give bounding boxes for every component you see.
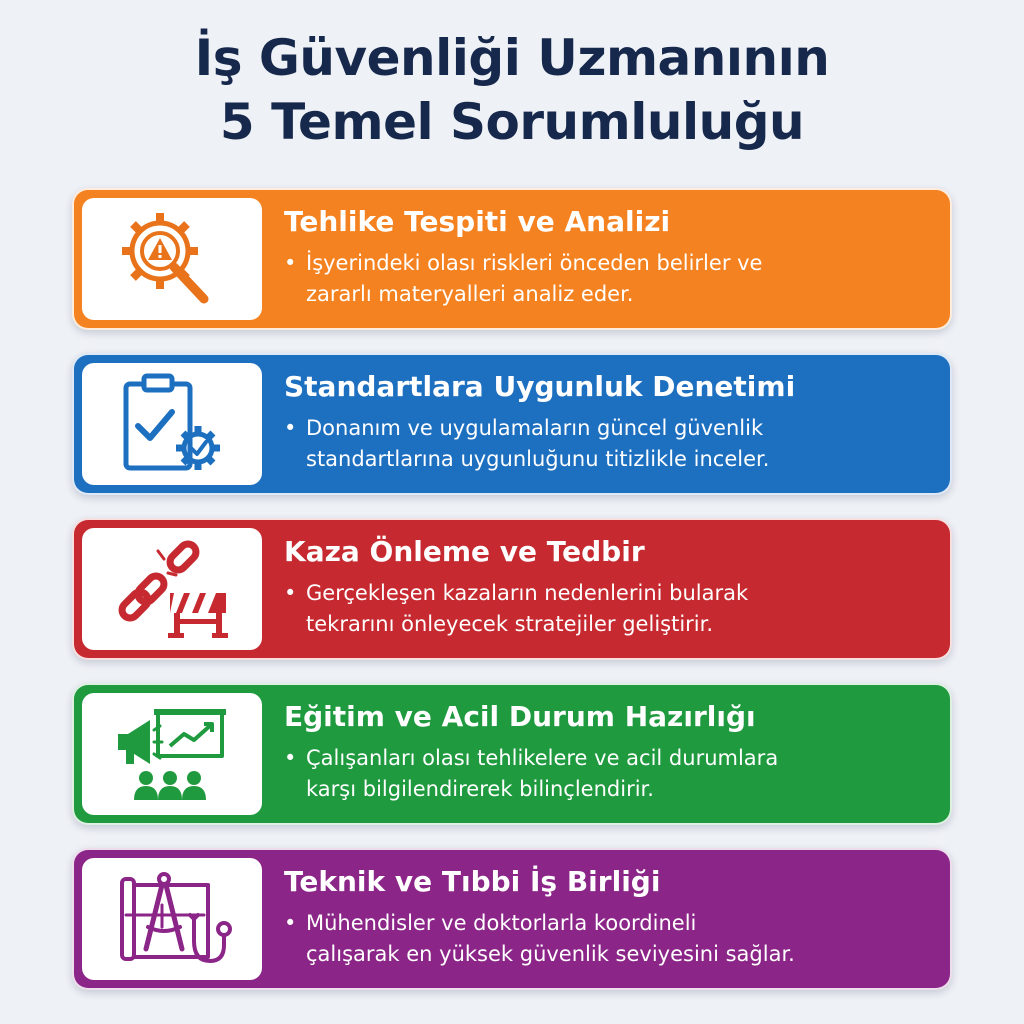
clipboard-check-gear-icon: [112, 370, 232, 478]
broken-chain-barrier-icon: [112, 535, 232, 643]
card-icon-box: [82, 693, 262, 815]
card-description-line-1: Donanım ve uygulamaların güncel güvenlik: [306, 416, 764, 440]
card-accident-prevention: [72, 518, 952, 660]
card-description: [284, 578, 944, 640]
bullet-dot: •: [284, 251, 297, 275]
card-title: Kaza Önleme ve Tedbir: [284, 535, 645, 568]
card-description-line-1: Gerçekleşen kazaların nedenlerini bularak: [306, 581, 749, 605]
card-icon-box: [82, 528, 262, 650]
card-title: Tehlike Tespiti ve Analizi: [284, 205, 671, 238]
page-title: [0, 26, 1024, 154]
bullet-dot: •: [284, 416, 297, 440]
card-technical-medical-collab: [72, 848, 952, 990]
compass-stethoscope-icon: [112, 865, 232, 973]
card-description-line-2: tekrarını önleyecek stratejiler geliştirir.: [306, 612, 714, 636]
card-title: Standartlara Uygunluk Denetimi: [284, 370, 796, 403]
card-description-line-2: standartlarına uygunluğunu titizlikle inceler.: [306, 447, 770, 471]
gear-warning-magnifier-icon: [112, 205, 232, 313]
card-icon-box: [82, 363, 262, 485]
card-title: Teknik ve Tıbbi İş Birliği: [284, 865, 661, 898]
bullet-dot: •: [284, 911, 297, 935]
card-standards-audit: [72, 353, 952, 495]
card-hazard-analysis: [72, 188, 952, 330]
card-description: [284, 248, 944, 310]
card-training-emergency: [72, 683, 952, 825]
card-description-line-2: çalışarak en yüksek güvenlik seviyesini sağlar.: [306, 942, 795, 966]
bullet-dot: •: [284, 746, 297, 770]
card-description-line-1: İşyerindeki olası riskleri önceden belirler ve: [306, 251, 763, 275]
card-icon-box: [82, 858, 262, 980]
card-title: Eğitim ve Acil Durum Hazırlığı: [284, 700, 756, 733]
card-description-line-1: Mühendisler ve doktorlarla koordineli: [306, 911, 697, 935]
card-description-line-2: zararlı materyalleri analiz eder.: [306, 282, 634, 306]
card-description: [284, 413, 944, 475]
card-description: [284, 743, 944, 805]
page-title-line-1: İş Güvenliği Uzmanının: [194, 29, 830, 87]
megaphone-training-icon: [112, 700, 232, 808]
card-description-line-2: karşı bilgilendirerek bilinçlendirir.: [306, 777, 654, 801]
card-description: [284, 908, 944, 970]
card-description-line-1: Çalışanları olası tehlikelere ve acil durumlara: [306, 746, 779, 770]
bullet-dot: •: [284, 581, 297, 605]
card-icon-box: [82, 198, 262, 320]
page-title-line-2: 5 Temel Sorumluluğu: [219, 93, 805, 151]
